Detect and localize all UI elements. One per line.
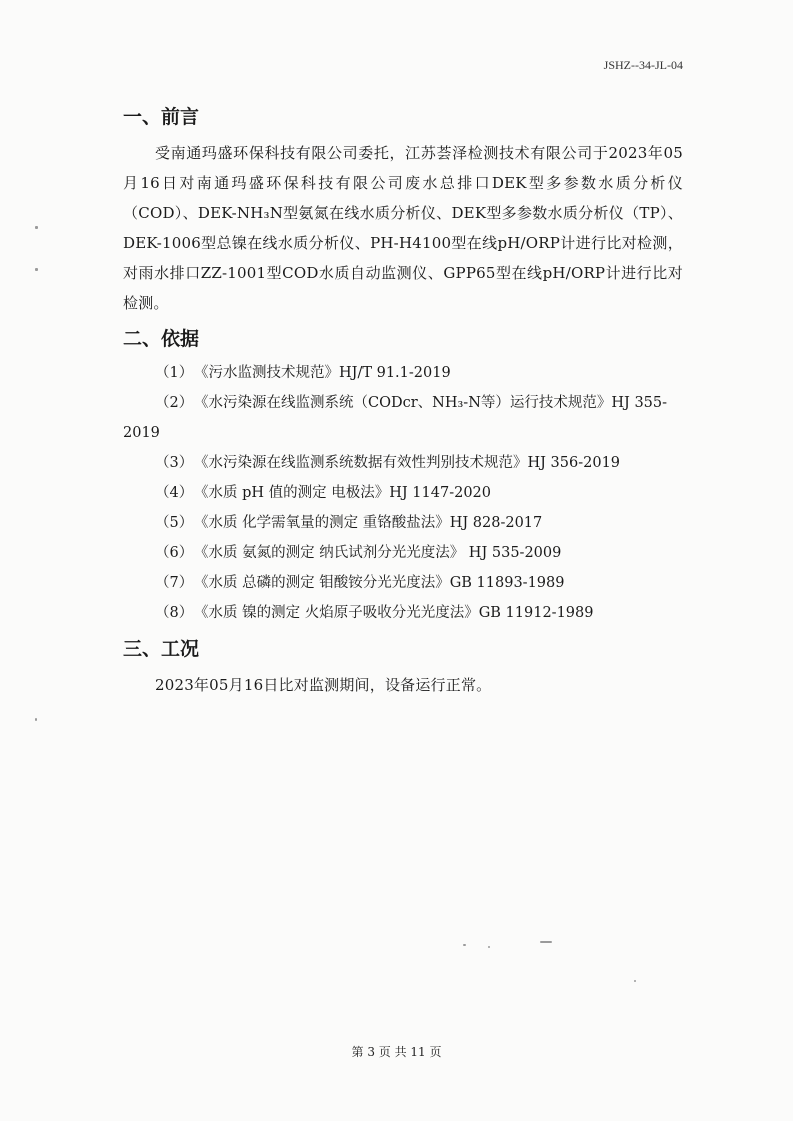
reference-item [123, 478, 683, 508]
conditions-paragraph: 2023年05月16日比对监测期间，设备运行正常。 [155, 676, 492, 694]
section-title-preface: 一、前言 [123, 106, 200, 128]
document-body [123, 102, 683, 700]
reference-text: 《水质 pH 值的测定 电极法》HJ 1147-2020 [201, 485, 492, 501]
section-title-conditions: 三、工况 [123, 638, 200, 660]
reference-text: 《水污染源在线监测系统数据有效性判别技术规范》HJ 356-2019 [201, 455, 621, 471]
reference-item [123, 448, 683, 478]
reference-text: 《水质 氨氮的测定 纳氏试剂分光光度法》 HJ 535-2009 [201, 545, 562, 561]
reference-number: （3） [155, 455, 194, 471]
scan-speck [463, 944, 466, 946]
reference-text: 《水污染源在线监测系统（CODcr、NH₃-N等）运行技术规范》HJ 355-2019 [123, 395, 668, 441]
document-code: JSHZ--34-JL-04 [603, 58, 683, 72]
reference-item [123, 568, 683, 598]
reference-number: （2） [155, 395, 194, 411]
reference-number: （6） [155, 545, 194, 561]
scan-speck [488, 946, 490, 948]
scan-speck [35, 718, 37, 721]
reference-text: 《污水监测技术规范》HJ/T 91.1-2019 [201, 365, 451, 381]
reference-item [123, 538, 683, 568]
reference-text: 《水质 化学需氧量的测定 重铬酸盐法》HJ 828-2017 [201, 515, 543, 531]
reference-item [123, 358, 683, 388]
reference-item [123, 598, 683, 628]
reference-number: （4） [155, 485, 194, 501]
reference-text: 《水质 镍的测定 火焰原子吸收分光光度法》GB 11912-1989 [201, 605, 594, 621]
reference-item [123, 388, 683, 448]
scan-speck [35, 268, 38, 271]
page-footer: 第 3 页 共 11 页 [351, 1045, 442, 1059]
preface-paragraph: 受南通玛盛环保科技有限公司委托，江苏荟泽检测技术有限公司于2023年05月16日对南通玛盛环保科技有限公司废水总排口DEK型多参数水质分析仪（COD）、DEK-NH₃N型氨氮在线水质分析仪、DEK型多参数水质分析仪（TP）、DEK-1006型总镍在线水质分析仪、PH-H4100型在线pH/ORP计进行比对检测，对雨水排口ZZ-1001型COD水质自动监测仪、GPP65型在线pH/ORP计进行比对检测。 [123, 144, 683, 312]
reference-number: （7） [155, 575, 194, 591]
reference-number: （5） [155, 515, 194, 531]
scan-speck [634, 980, 636, 982]
reference-number: （8） [155, 605, 194, 621]
reference-list [123, 358, 683, 628]
reference-number: （1） [155, 365, 194, 381]
reference-text: 《水质 总磷的测定 钼酸铵分光光度法》GB 11893-1989 [201, 575, 565, 591]
section-title-basis: 二、依据 [123, 328, 200, 350]
reference-item [123, 508, 683, 538]
scan-speck [540, 941, 552, 943]
scan-speck [35, 226, 38, 229]
